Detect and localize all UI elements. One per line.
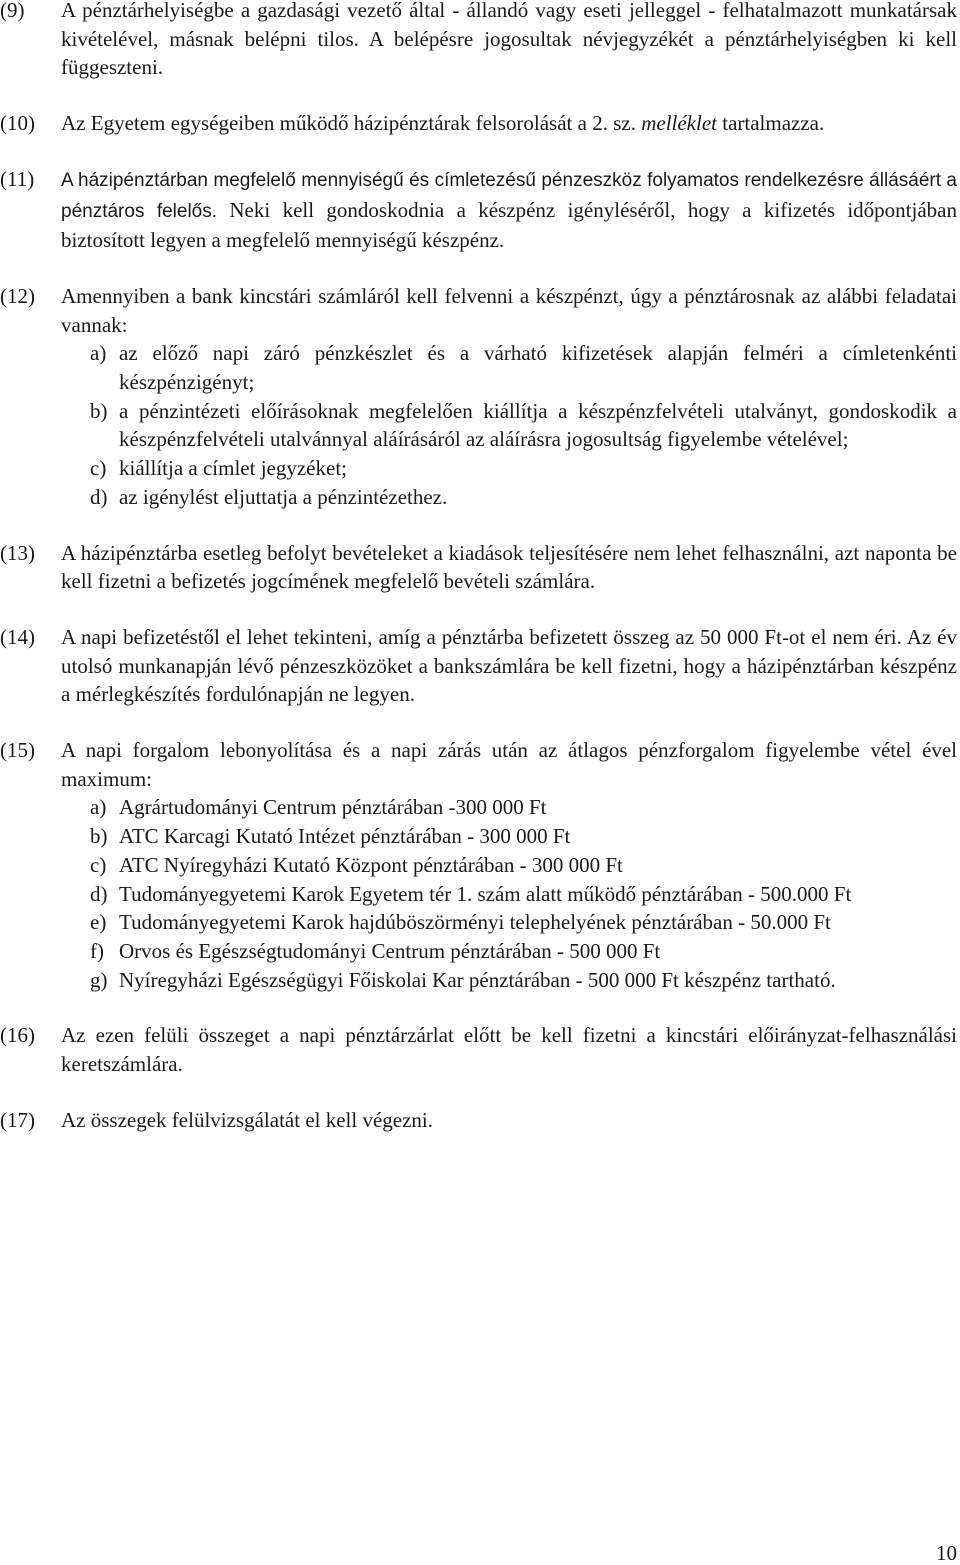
item-text: kiállítja a címlet jegyzéket;: [119, 456, 347, 481]
list-item: [90, 908, 957, 937]
item-text: az igénylést eljuttatja a pénzintézethez.: [119, 484, 448, 509]
paragraph-14: [0, 623, 957, 709]
list-item: [90, 793, 957, 822]
item-letter: b): [90, 398, 108, 423]
paragraph-number: (13): [0, 540, 35, 565]
paragraph-text: Neki kell gondoskodnia a készpénz igényléséről, hogy a kifizetés időpontjában biztosított legyen a megfelelő mennyiségű készpénz.: [61, 197, 957, 253]
item-text: az előző napi záró pénzkészlet és a várható kifizetések alapján felméri a címletenkénti készpénzigényt;: [119, 341, 957, 395]
paragraph-10: [0, 109, 957, 138]
item-text: a pénzintézeti előírásoknak megfelelően kiállítja a készpénzfelvételi utalványt, gondoskodik a készpénzfelvételi utalvánnyal aláírásáról az aláírásra jogosultság figyelembe vételével;: [119, 398, 957, 452]
paragraph-text-end: tartalmazza.: [722, 111, 825, 136]
item-letter: c): [90, 852, 107, 877]
paragraph-12: [0, 282, 957, 512]
item-text: Orvos és Egészségtudományi Centrum pénztárában - 500 000 Ft: [119, 938, 661, 963]
paragraph-text: A házipénztárba esetleg befolyt bevételeket a kiadások teljesítésére nem lehet felhasználni, azt naponta be kell fizetni a befizetés jogcímének megfelelő bevételi számlára.: [61, 540, 957, 594]
paragraph-text: Az összegek felülvizsgálatát el kell végezni.: [61, 1107, 434, 1132]
paragraph-number: (10): [0, 111, 35, 136]
item-letter: a): [90, 341, 107, 366]
item-letter: b): [90, 824, 108, 849]
item-text: Tudományegyetemi Karok Egyetem tér 1. szám alatt működő pénztárában - 500.000 Ft: [119, 881, 852, 906]
item-text: ATC Karcagi Kutató Intézet pénztárában - 300 000 Ft: [119, 824, 571, 849]
item-text: Nyíregyházi Egészségügyi Főiskolai Kar pénztárában - 500 000 Ft készpénz tartható.: [119, 967, 836, 992]
item-letter: d): [90, 484, 108, 509]
list-item: [90, 880, 957, 909]
paragraph-number: (14): [0, 624, 35, 649]
paragraph-number: (11): [0, 166, 35, 191]
annex-reference: melléklet: [641, 111, 717, 136]
paragraph-16: [0, 1021, 957, 1078]
cash-limit-list: [61, 793, 957, 994]
item-text: Tudományegyetemi Karok hajdúböszörményi telephelyének pénztárában - 50.000 Ft: [119, 910, 831, 935]
list-item: [90, 454, 957, 483]
item-text: Agrártudományi Centrum pénztárában -300 000 Ft: [119, 795, 547, 820]
list-item: [90, 966, 957, 995]
paragraph-number: (16): [0, 1023, 35, 1048]
paragraph-text: Az Egyetem egységeiben működő házipénztárak felsorolását a 2. sz.: [61, 111, 636, 136]
paragraph-11: [0, 165, 957, 255]
paragraph-text: Amennyiben a bank kincstári számláról kell felvenni a készpénzt, úgy a pénztárosnak az alábbi feladatai vannak:: [61, 283, 957, 337]
paragraph-15: [0, 736, 957, 994]
list-item: [90, 397, 957, 454]
item-letter: a): [90, 795, 107, 820]
paragraph-17: [0, 1106, 957, 1135]
paragraph-text: A napi forgalom lebonyolítása és a napi zárás után az átlagos pénzforgalom figyelembe vétel ével maximum:: [61, 738, 957, 791]
item-letter: g): [90, 967, 108, 992]
task-list: [61, 339, 957, 511]
paragraph-number: (17): [0, 1107, 35, 1132]
list-item: [90, 851, 957, 880]
list-item: [90, 483, 957, 512]
paragraph-text: A napi befizetéstől el lehet tekinteni, amíg a pénztárba befizetett összeg az 50 000 Ft-ot el nem éri. Az év utolsó munkanapján lévő pénzeszközöket a bankszámlára be kell fizetni, hogy a házipénztárban készpénz a mérlegkészítés fordulónapján ne legyen.: [61, 624, 957, 707]
paragraph-text-sans: A házipénztárban megfelelő mennyiségű és címletezésű pénzeszköz folyamatos rendelkezésre állásáért a pénztáros felelős.: [61, 169, 957, 222]
list-item: [90, 339, 957, 396]
item-letter: d): [90, 881, 108, 906]
paragraph-text: Az ezen felüli összeget a napi pénztárzárlat előtt be kell fizetni a kincstári előirányzat-felhasználási keretszámlára.: [61, 1023, 957, 1077]
paragraph-number: (15): [0, 738, 35, 763]
paragraph-number: (12): [0, 283, 35, 308]
item-letter: f): [90, 938, 104, 963]
paragraph-text: A pénztárhelyiségbe a gazdasági vezető által - állandó vagy eseti jelleggel - felhatalmazott munkatársak kivételével, másnak belépni tilos. A belépésre jogosultak névjegyzékét a pénztárhelyiségben ki kell függeszteni.: [61, 0, 957, 80]
page-number: 10: [936, 1541, 957, 1565]
item-letter: e): [90, 910, 107, 935]
paragraph-number: (9): [0, 0, 25, 22]
item-letter: c): [90, 456, 107, 481]
paragraph-9: [0, 0, 957, 82]
paragraph-13: [0, 539, 957, 596]
list-item: [90, 937, 957, 966]
item-text: ATC Nyíregyházi Kutató Központ pénztárában - 300 000 Ft: [119, 852, 623, 877]
list-item: [90, 822, 957, 851]
